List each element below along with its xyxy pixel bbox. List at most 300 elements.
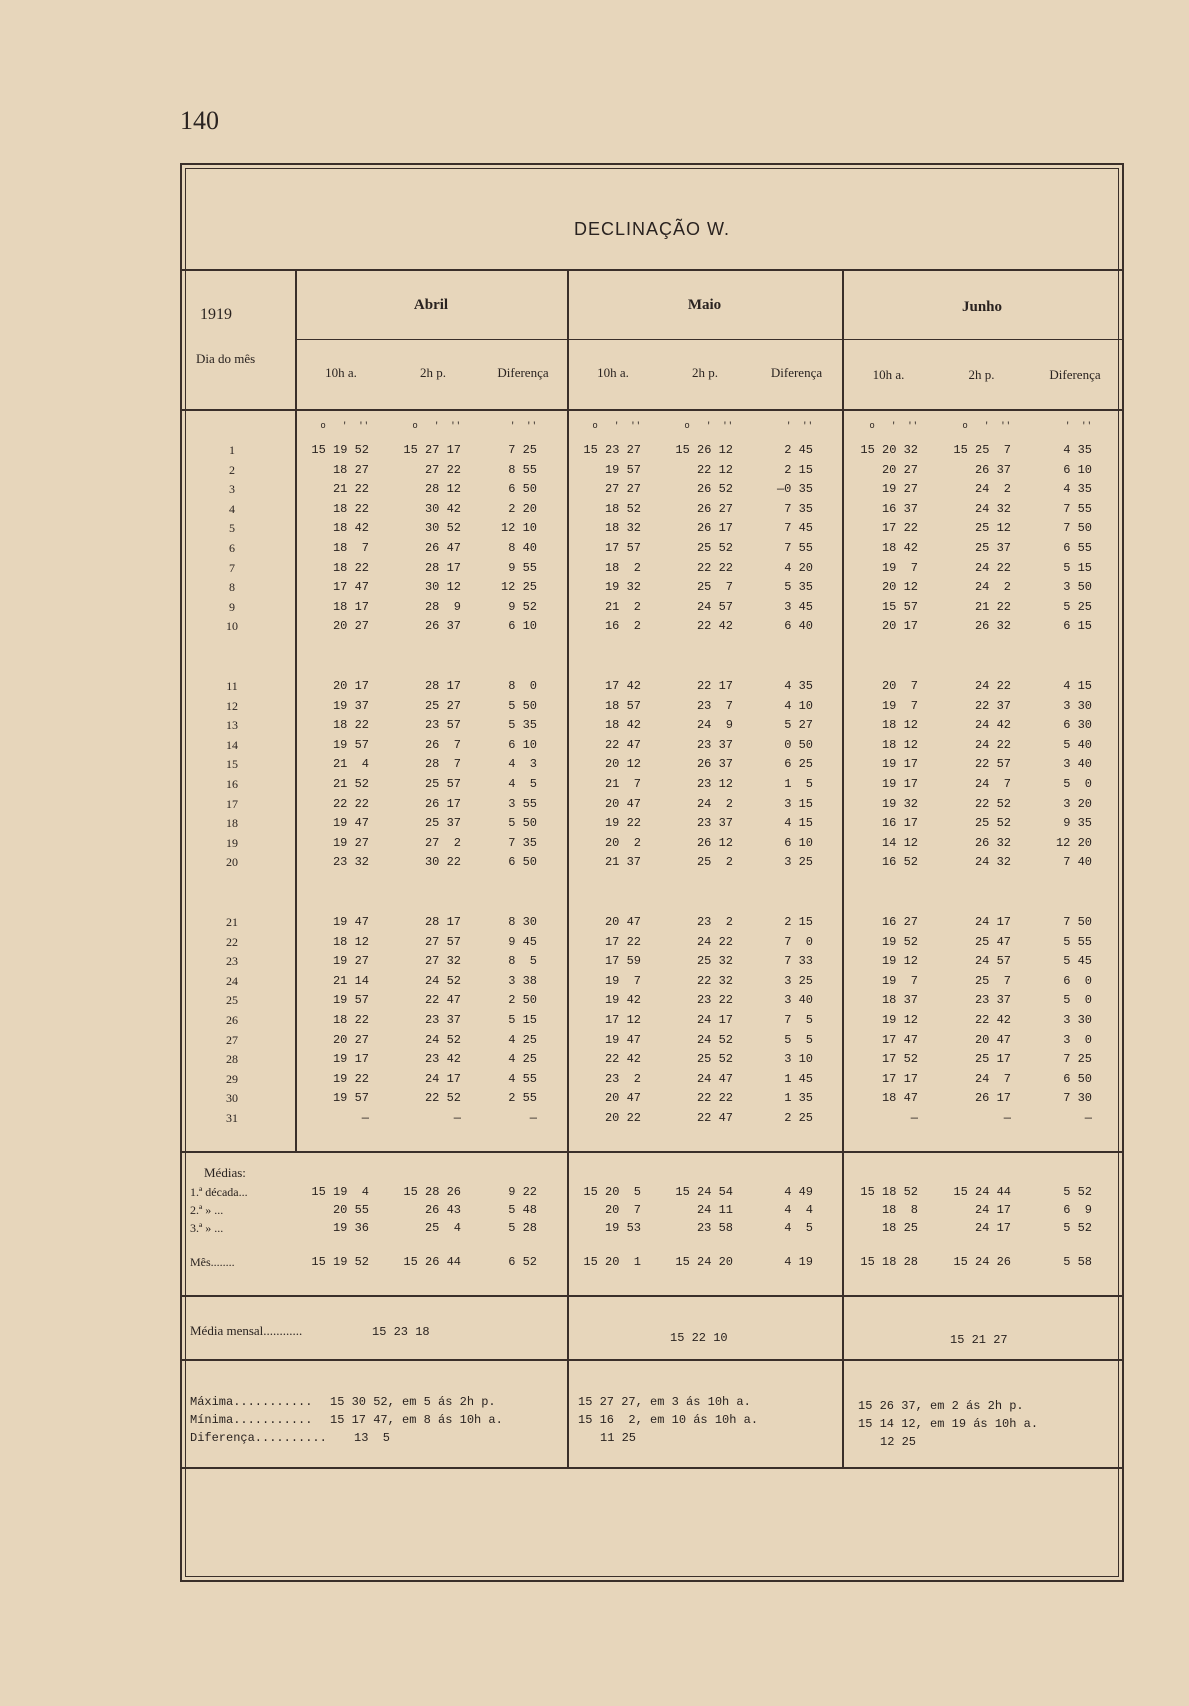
maio-a10-cell: 20 47 (604, 915, 641, 929)
junho-p2-cell: 26 37 (974, 462, 1011, 477)
abril-a10-cell: 18 22 (332, 501, 369, 516)
abril-dif-cell: — (529, 1111, 537, 1125)
abril-a10-cell: 23 32 (332, 855, 369, 870)
junho-p2-cell: 23 37 (974, 993, 1011, 1008)
junho-a10-cell: 18 47 (881, 1091, 918, 1106)
junho-dif-cell: 5 15 (1063, 560, 1092, 575)
junho-p2-cell: 24 7 (974, 777, 1011, 791)
abril-col-dif: Diferença (497, 365, 549, 380)
maio-a10-cell: 19 42 (604, 993, 641, 1008)
maio-diferenca: 11 25 (600, 1431, 637, 1445)
maio-media-a10: 15 20 5 (583, 1185, 641, 1199)
day-number: 6 (229, 541, 235, 555)
day-number: 27 (226, 1032, 238, 1047)
maio-a10-cell: 18 57 (604, 698, 641, 713)
maio-dif-cell: 4 20 (784, 560, 813, 575)
abril-a10-cell: 19 22 (332, 1071, 369, 1086)
junho-p2-cell: 24 22 (974, 679, 1011, 693)
abril-diferenca: 13 5 (354, 1431, 391, 1445)
abril-dif-cell: 12 10 (500, 521, 537, 536)
day-number: 23 (226, 954, 238, 969)
mes-label: Mês........ (190, 1255, 235, 1269)
junho-p2-cell: 24 7 (974, 1071, 1011, 1086)
maio-a10-cell: 18 32 (604, 521, 641, 536)
abril-a10-cell: 21 14 (332, 973, 369, 988)
junho-p2-cell: 22 57 (974, 757, 1011, 772)
month-maio: Maio (687, 297, 722, 313)
abril-p2-cell: 24 52 (424, 1032, 461, 1047)
maio-a10-cell: 18 2 (604, 560, 641, 575)
maio-dif-cell: 3 15 (784, 796, 813, 811)
abril-a10-cell: 22 22 (332, 796, 369, 811)
maio-a10-cell: 22 47 (604, 737, 641, 752)
junho-a10-cell: 19 27 (881, 482, 918, 497)
abril-p2-cell: 28 17 (424, 915, 461, 929)
abril-p2-cell: 26 17 (424, 796, 461, 811)
abril-media-a10: 15 19 4 (311, 1185, 369, 1199)
junho-minima: 15 14 12, em 19 ás 10h a. (858, 1417, 1039, 1431)
day-number: 21 (226, 915, 238, 929)
abril-a10-cell: 20 27 (332, 1032, 369, 1047)
abril-media-p2: 25 4 (424, 1221, 461, 1235)
abril-dif-cell: 8 55 (508, 462, 537, 477)
maio-a10-cell: 19 32 (604, 580, 641, 595)
junho-dif-cell: 3 20 (1063, 796, 1092, 811)
maio-dif-cell: 5 27 (784, 718, 813, 733)
abril-a10-cell: 20 17 (332, 679, 369, 693)
maio-a10-cell: 20 22 (604, 1111, 641, 1125)
junho-dif-cell: 7 50 (1063, 915, 1092, 929)
abril-dif-cell: 2 20 (508, 501, 537, 516)
abril-dif-cell: 4 3 (508, 757, 537, 772)
maio-col-dif: Diferença (770, 365, 823, 380)
abril-a10-cell: 18 42 (332, 521, 369, 536)
junho-a10-cell: 17 22 (881, 521, 918, 536)
day-number: 4 (229, 501, 235, 516)
abril-dif-cell: 6 50 (508, 482, 537, 497)
maio-a10-cell: 27 27 (604, 482, 641, 497)
unit-maio-10h: o ' '' (592, 421, 641, 431)
abril-dif-cell: 5 50 (508, 698, 537, 713)
maio-a10-cell: 23 2 (604, 1071, 641, 1086)
junho-a10-cell: 18 12 (881, 737, 918, 752)
maio-a10-cell: 18 52 (604, 501, 641, 516)
junho-a10-cell: 19 32 (881, 796, 918, 811)
abril-p2-cell: 24 17 (424, 1071, 461, 1086)
maio-dif-cell: 7 0 (784, 934, 813, 949)
junho-dif-cell: 7 25 (1063, 1052, 1092, 1067)
abril-dif-cell: 8 40 (508, 541, 537, 555)
abril-maxima: 15 30 52, em 5 ás 2h p. (330, 1395, 496, 1409)
junho-a10-cell: 18 12 (881, 718, 918, 733)
day-number: 5 (229, 521, 235, 536)
abril-a10-cell: 21 22 (332, 482, 369, 497)
maio-dif-cell: 4 35 (784, 679, 813, 693)
extremos-label-min: Mínima........... (190, 1413, 313, 1427)
maio-dif-cell: 6 40 (784, 619, 813, 634)
abril-dif-cell: 6 50 (508, 855, 537, 870)
maio-p2-cell: 23 12 (696, 777, 733, 791)
abril-dif-cell: 5 35 (508, 718, 537, 733)
junho-a10-cell: 17 52 (881, 1052, 918, 1067)
maio-dif-cell: 1 5 (784, 777, 813, 791)
maio-p2-cell: 26 37 (696, 757, 733, 772)
abril-a10-cell: 19 57 (332, 737, 369, 752)
rule-extremos-bottom (182, 1467, 1122, 1469)
junho-a10-cell: 19 52 (881, 934, 918, 949)
junho-dif-cell: 12 20 (1055, 835, 1092, 850)
junho-dif-cell: 9 35 (1063, 816, 1092, 831)
junho-p2-cell: 20 47 (974, 1032, 1011, 1047)
abril-col-10h: 10h a. (325, 365, 357, 380)
junho-mes-value: 15 18 28 (860, 1255, 918, 1269)
maio-a10-cell: 16 2 (604, 619, 641, 634)
junho-col-dif: Diferença (1049, 367, 1101, 382)
junho-dif-cell: 4 35 (1063, 443, 1092, 457)
junho-p2-cell: 24 2 (974, 482, 1011, 497)
abril-dif-cell: 12 25 (500, 580, 537, 595)
maio-a10-cell: 21 37 (604, 855, 641, 870)
maio-p2-cell: 25 7 (696, 580, 733, 595)
day-number: 26 (226, 1013, 238, 1027)
maio-dif-cell: 7 35 (784, 501, 813, 516)
abril-p2-cell: 15 27 17 (403, 443, 461, 457)
maio-mes-value: 15 20 1 (583, 1255, 641, 1269)
abril-dif-cell: 4 25 (508, 1032, 537, 1047)
maio-a10-cell: 20 2 (604, 835, 641, 850)
junho-media-a10: 15 18 52 (860, 1185, 918, 1199)
maio-mes-value: 15 24 20 (675, 1255, 733, 1269)
abril-dif-cell: 5 15 (508, 1013, 537, 1027)
abril-p2-cell: 27 2 (424, 835, 461, 850)
junho-dif-cell: 4 15 (1063, 679, 1092, 693)
maio-dif-cell: 7 33 (784, 954, 813, 969)
abril-col-2h: 2h p. (420, 365, 446, 380)
maio-a10-cell: 18 42 (604, 718, 641, 733)
maio-a10-cell: 19 22 (604, 816, 641, 831)
junho-p2-cell: 24 32 (974, 501, 1011, 516)
abril-dif-cell: 4 5 (508, 777, 537, 791)
maio-p2-cell: 24 52 (696, 1032, 733, 1047)
extremos-label-max: Máxima........... (190, 1395, 313, 1409)
day-number: 18 (226, 816, 238, 831)
abril-dif-cell: 4 55 (508, 1071, 537, 1086)
maio-a10-cell: 17 12 (604, 1013, 641, 1027)
abril-a10-cell: 19 27 (332, 835, 369, 850)
abril-dif-cell: 4 25 (508, 1052, 537, 1067)
junho-p2-cell: 25 17 (974, 1052, 1011, 1067)
abril-p2-cell: 26 7 (424, 737, 461, 752)
junho-p2-cell: 24 57 (974, 954, 1011, 969)
abril-p2-cell: 23 42 (424, 1052, 461, 1067)
junho-p2-cell: 22 42 (974, 1013, 1011, 1027)
abril-a10-cell: 19 37 (332, 698, 369, 713)
abril-dif-cell: 7 25 (508, 443, 537, 457)
maio-dif-cell: 6 10 (784, 835, 813, 850)
junho-dif-cell: 5 45 (1063, 954, 1092, 969)
junho-p2-cell: 22 52 (974, 796, 1011, 811)
abril-mes-value: 6 52 (508, 1255, 537, 1269)
maio-dif-cell: 2 15 (784, 462, 813, 477)
junho-a10-cell: 19 7 (881, 698, 918, 713)
junho-dif-cell: 5 40 (1063, 737, 1092, 752)
month-junho: Junho (961, 299, 1003, 315)
maio-a10-cell: 20 12 (604, 757, 641, 772)
day-number: 3 (229, 482, 235, 497)
junho-a10-cell: 16 27 (881, 915, 918, 929)
junho-dif-cell: 6 0 (1063, 973, 1092, 988)
junho-p2-cell: 21 22 (974, 599, 1011, 614)
abril-dif-cell: 5 50 (508, 816, 537, 831)
day-number: 22 (226, 934, 238, 949)
junho-a10-cell: 20 17 (881, 619, 918, 634)
abril-p2-cell: 26 47 (424, 541, 461, 555)
unit-abril-2h: o ' '' (412, 421, 461, 431)
rule-header-bottom (182, 409, 1122, 411)
junho-a10-cell: 19 17 (881, 777, 918, 791)
maio-dif-cell: —0 35 (776, 482, 813, 497)
junho-a10-cell: 19 7 (881, 973, 918, 988)
abril-a10-cell: 18 27 (332, 462, 369, 477)
junho-a10-cell: 16 37 (881, 501, 918, 516)
junho-p2-cell: 24 42 (974, 718, 1011, 733)
maio-p2-cell: 23 2 (696, 915, 733, 929)
maio-p2-cell: 23 7 (696, 698, 733, 713)
abril-media-dif: 9 22 (508, 1185, 537, 1199)
abril-a10-cell: 19 47 (332, 915, 369, 929)
junho-dif-cell: 3 30 (1063, 698, 1092, 713)
maio-p2-cell: 25 52 (696, 541, 733, 555)
maio-dif-cell: 4 15 (784, 816, 813, 831)
abril-media-dif: 5 28 (508, 1221, 537, 1235)
junho-col-10h: 10h a. (872, 367, 905, 382)
unit-junho-2h: o ' '' (962, 421, 1011, 431)
abril-a10-cell: 15 19 52 (311, 443, 369, 457)
maio-mes-value: 4 19 (784, 1255, 813, 1269)
day-number: 9 (229, 599, 235, 614)
junho-p2-cell: — (1003, 1111, 1011, 1125)
junho-dif-cell: 3 30 (1063, 1013, 1092, 1027)
day-number: 2 (229, 462, 235, 477)
medias-row-2: 2.ª » ... (190, 1203, 224, 1217)
junho-a10-cell: 15 57 (881, 599, 918, 614)
junho-media-a10: 18 8 (881, 1203, 918, 1217)
junho-diferenca: 12 25 (880, 1435, 917, 1449)
junho-p2-cell: 25 52 (974, 816, 1011, 831)
maio-dif-cell: 6 25 (784, 757, 813, 772)
maio-p2-cell: 22 42 (696, 619, 733, 634)
abril-dif-cell: 8 0 (508, 679, 537, 693)
day-number: 15 (226, 757, 238, 772)
day-number: 13 (226, 718, 238, 733)
abril-mes-value: 15 26 44 (403, 1255, 461, 1269)
maio-a10-cell: 20 47 (604, 796, 641, 811)
abril-media-a10: 20 55 (332, 1203, 369, 1217)
junho-media-p2: 24 17 (974, 1221, 1011, 1235)
abril-p2-cell: 30 42 (424, 501, 461, 516)
junho-dif-cell: 7 30 (1063, 1091, 1092, 1106)
junho-a10-cell: 19 12 (881, 1013, 918, 1027)
month-abril: Abril (413, 297, 449, 313)
maio-media-p2: 15 24 54 (675, 1185, 733, 1199)
junho-dif-cell: 6 55 (1063, 541, 1092, 555)
unit-maio-2h: o ' '' (684, 421, 733, 431)
maio-media-p2: 23 58 (696, 1221, 733, 1235)
maio-p2-cell: 24 17 (696, 1013, 733, 1027)
junho-media-dif: 5 52 (1063, 1185, 1092, 1199)
maio-p2-cell: 25 2 (696, 855, 733, 870)
abril-mes-value: 15 19 52 (311, 1255, 369, 1269)
junho-p2-cell: 24 2 (974, 580, 1011, 595)
junho-media-p2: 15 24 44 (953, 1185, 1011, 1199)
abril-p2-cell: 28 17 (424, 679, 461, 693)
unit-junho-dif: ' '' (1064, 421, 1092, 431)
maio-p2-cell: 26 52 (696, 482, 733, 497)
junho-dif-cell: 7 50 (1063, 521, 1092, 536)
maio-p2-cell: 24 2 (696, 796, 733, 811)
maio-dif-cell: 2 45 (784, 443, 813, 457)
abril-a10-cell: — (361, 1111, 369, 1125)
abril-p2-cell: 30 12 (424, 580, 461, 595)
maio-col-2h: 2h p. (692, 365, 718, 380)
abril-media-p2: 15 28 26 (403, 1185, 461, 1199)
junho-a10-cell: 16 52 (881, 855, 918, 870)
unit-junho-10h: o ' '' (869, 421, 918, 431)
maio-p2-cell: 15 26 12 (675, 443, 733, 457)
day-number: 14 (226, 737, 238, 752)
maio-col-10h: 10h a. (597, 365, 629, 380)
abril-dif-cell: 6 10 (508, 619, 537, 634)
abril-p2-cell: 22 52 (424, 1091, 461, 1106)
abril-media-p2: 26 43 (424, 1203, 461, 1217)
maio-dif-cell: 2 25 (784, 1111, 813, 1125)
maio-p2-cell: 24 47 (696, 1071, 733, 1086)
junho-p2-cell: 22 37 (974, 698, 1011, 713)
abril-dif-cell: 3 38 (508, 973, 537, 988)
maio-dif-cell: 3 45 (784, 599, 813, 614)
junho-p2-cell: 25 47 (974, 934, 1011, 949)
maio-dif-cell: 3 25 (784, 973, 813, 988)
junho-dif-cell: 3 40 (1063, 757, 1092, 772)
day-number: 25 (226, 993, 238, 1008)
junho-col-2h: 2h p. (968, 367, 995, 382)
maio-dif-cell: 7 5 (784, 1013, 813, 1027)
abril-dif-cell: 3 55 (508, 796, 537, 811)
junho-a10-cell: 18 42 (881, 541, 918, 555)
extremos-label-dif: Diferença.......... (190, 1431, 327, 1445)
rule-medias-top (182, 1151, 1122, 1153)
abril-a10-cell: 20 27 (332, 619, 369, 634)
day-number: 24 (226, 973, 238, 988)
abril-a10-cell: 21 52 (332, 777, 369, 791)
junho-dif-cell: 7 55 (1063, 501, 1092, 516)
abril-p2-cell: 30 52 (424, 521, 461, 536)
medias-label: Médias: (204, 1165, 246, 1180)
rule-header-top (182, 269, 1122, 271)
junho-p2-cell: 24 22 (974, 560, 1011, 575)
maio-a10-cell: 17 57 (604, 541, 641, 555)
junho-dif-cell: 3 50 (1063, 580, 1092, 595)
junho-a10-cell: 14 12 (881, 835, 918, 850)
maio-dif-cell: 7 45 (784, 521, 813, 536)
maio-media-dif: 4 4 (784, 1203, 813, 1217)
abril-a10-cell: 19 57 (332, 993, 369, 1008)
abril-p2-cell: 23 37 (424, 1013, 461, 1027)
maio-a10-cell: 21 2 (604, 599, 641, 614)
maio-p2-cell: 22 12 (696, 462, 733, 477)
junho-dif-cell: 5 0 (1063, 777, 1092, 791)
media-mensal-junho: 15 21 27 (950, 1333, 1008, 1347)
abril-a10-cell: 18 7 (332, 541, 369, 555)
junho-p2-cell: 15 25 7 (953, 443, 1011, 457)
maio-maxima: 15 27 27, em 3 ás 10h a. (578, 1395, 751, 1409)
abril-p2-cell: 23 57 (424, 718, 461, 733)
maio-a10-cell: 19 7 (604, 973, 641, 988)
junho-dif-cell: 6 30 (1063, 718, 1092, 733)
abril-p2-cell: 27 32 (424, 954, 461, 969)
abril-p2-cell: 25 57 (424, 777, 461, 791)
junho-p2-cell: 24 17 (974, 915, 1011, 929)
maio-p2-cell: 22 47 (696, 1111, 733, 1125)
abril-a10-cell: 18 17 (332, 599, 369, 614)
maio-media-p2: 24 11 (696, 1203, 733, 1217)
maio-dif-cell: 1 35 (784, 1091, 813, 1106)
junho-a10-cell: 19 7 (881, 560, 918, 575)
maio-a10-cell: 19 57 (604, 462, 641, 477)
junho-a10-cell: 16 17 (881, 816, 918, 831)
maio-dif-cell: 3 25 (784, 855, 813, 870)
maio-p2-cell: 26 12 (696, 835, 733, 850)
junho-a10-cell: 18 37 (881, 993, 918, 1008)
table-title: DECLINAÇÃO W. (573, 219, 731, 239)
maio-minima: 15 16 2, em 10 ás 10h a. (578, 1413, 759, 1427)
maio-a10-cell: 17 59 (604, 954, 641, 969)
maio-p2-cell: 24 22 (696, 934, 733, 949)
abril-a10-cell: 17 47 (332, 580, 369, 595)
junho-media-a10: 18 25 (881, 1221, 918, 1235)
day-number: 31 (226, 1111, 238, 1125)
abril-dif-cell: 7 35 (508, 835, 537, 850)
maio-a10-cell: 17 22 (604, 934, 641, 949)
maio-a10-cell: 15 23 27 (583, 443, 641, 457)
junho-p2-cell: 24 32 (974, 855, 1011, 870)
day-number: 20 (226, 855, 238, 870)
abril-p2-cell: 28 17 (424, 560, 461, 575)
year-label: 1919 (200, 306, 232, 323)
abril-p2-cell: 28 9 (424, 599, 461, 614)
maio-p2-cell: 26 17 (696, 521, 733, 536)
maio-a10-cell: 17 42 (604, 679, 641, 693)
abril-media-a10: 19 36 (332, 1221, 369, 1235)
abril-media-dif: 5 48 (508, 1203, 537, 1217)
maio-p2-cell: 23 37 (696, 737, 733, 752)
junho-dif-cell: 5 55 (1063, 934, 1092, 949)
maio-p2-cell: 25 32 (696, 954, 733, 969)
abril-dif-cell: 8 30 (508, 915, 537, 929)
maio-dif-cell: 7 55 (784, 541, 813, 555)
maio-p2-cell: 25 52 (696, 1052, 733, 1067)
junho-mes-value: 5 58 (1063, 1255, 1092, 1269)
maio-media-dif: 4 5 (784, 1221, 813, 1235)
junho-media-p2: 24 17 (974, 1203, 1011, 1217)
maio-dif-cell: 1 45 (784, 1071, 813, 1086)
media-mensal-abril: 15 23 18 (372, 1325, 430, 1339)
abril-dif-cell: 9 45 (508, 934, 537, 949)
day-number: 29 (226, 1071, 238, 1086)
abril-dif-cell: 9 55 (508, 560, 537, 575)
maio-dif-cell: 3 10 (784, 1052, 813, 1067)
maio-p2-cell: 24 57 (696, 599, 733, 614)
